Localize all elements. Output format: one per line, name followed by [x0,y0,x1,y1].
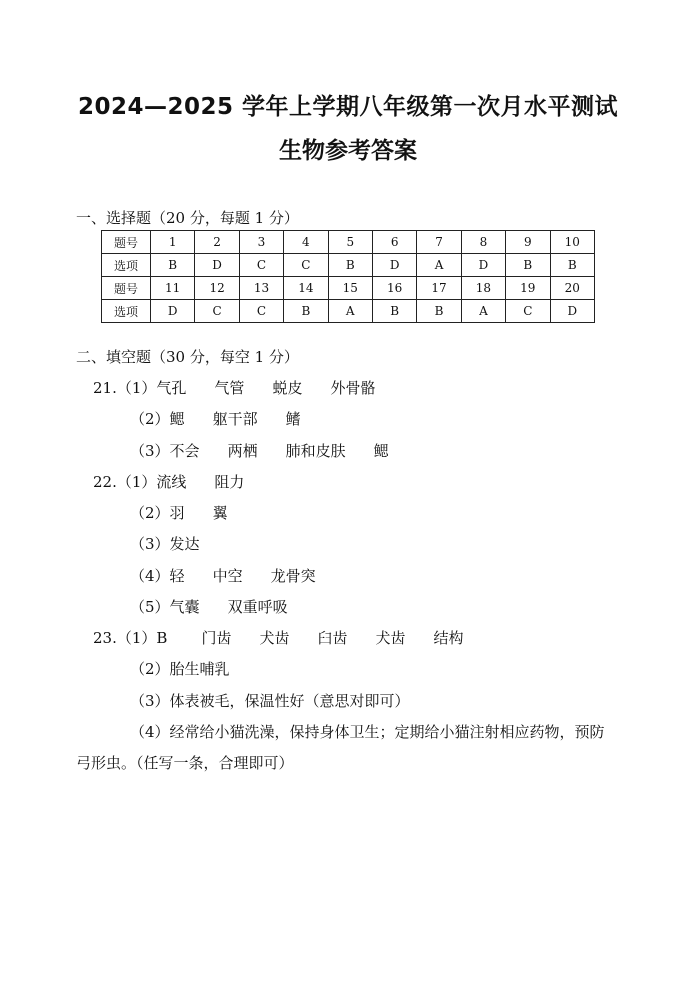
table-cell: 19 [506,277,550,300]
answer-number: （3） [130,692,170,710]
answer-item: 气孔 [156,379,187,397]
title-line-1: 2024—2025 学年上学期八年级第一次月水平测试 [77,94,619,120]
table-cell: B [284,300,328,323]
table-row [102,300,595,323]
answer-line-22-1 [93,471,244,492]
answer-line-22-5 [130,596,288,617]
answer-line-21-1 [93,377,375,398]
table-cell: 17 [417,277,461,300]
table-cell: 1 [151,231,195,254]
table-cell: 16 [372,277,416,300]
title-line-2: 生物参考答案 [279,138,417,164]
answer-item: 臼齿 [317,629,348,647]
table-cell: 15 [328,277,372,300]
table-cell: D [550,300,594,323]
table-cell: 2 [195,231,239,254]
answer-item: 门齿 [201,629,232,647]
answer-item: 躯干部 [212,410,258,428]
answer-line-23-4-cont: 弓形虫。（任写一条，合理即可） [76,754,294,772]
answer-text: 体表被毛，保温性好（意思对即可） [169,692,410,710]
answer-item: 羽 [169,504,185,522]
table-cell: A [328,300,372,323]
answer-item: 发达 [169,535,200,553]
row-label: 选项 [102,300,151,323]
answer-number: （2） [130,660,170,678]
answer-line-22-2 [130,502,228,523]
answer-text: 胎生哺乳 [169,660,230,678]
answer-line-21-2 [130,408,301,429]
table-cell: A [417,254,461,277]
table-cell: B [506,254,550,277]
table-row [102,277,595,300]
table-cell: B [328,254,372,277]
table-cell: 3 [239,231,283,254]
answer-number: （3） [130,535,170,553]
table-cell: 20 [550,277,594,300]
answer-item: 犬齿 [375,629,406,647]
answer-line-23-2 [130,658,230,679]
table-cell: D [461,254,505,277]
table-cell: 12 [195,277,239,300]
answer-table [101,230,595,323]
table-cell: D [372,254,416,277]
table-cell: 11 [151,277,195,300]
table-cell: C [195,300,239,323]
answer-item: 阻力 [214,473,245,491]
answer-item: 不会 [169,442,200,460]
table-cell: C [506,300,550,323]
answer-line-23-3 [130,690,410,711]
row-label: 题号 [102,231,151,254]
answer-line-23-1 [93,627,464,648]
answer-item: 鳃 [373,442,389,460]
table-cell: 18 [461,277,505,300]
answer-line-23-4: （4）经常给小猫洗澡，保持身体卫生；定期给小猫注射相应药物，预防 [130,723,605,741]
answer-line-22-3 [130,533,200,554]
answer-number: 21.（1） [93,379,157,397]
section-2-heading: 二、填空题（30 分，每空 1 分） [76,348,299,366]
answer-item: 流线 [156,473,187,491]
answer-item: 结构 [433,629,464,647]
table-cell: 13 [239,277,283,300]
answer-item: 翼 [212,504,228,522]
table-cell: 6 [372,231,416,254]
answer-item: 气管 [214,379,245,397]
answer-item: 外骨骼 [330,379,376,397]
answer-number: 22.（1） [93,473,157,491]
row-label: 选项 [102,254,151,277]
answer-item: 犬齿 [259,629,290,647]
table-cell: A [461,300,505,323]
section-1-heading: 一、选择题（20 分，每题 1 分） [76,209,299,227]
table-cell: B [550,254,594,277]
answer-line-22-4 [130,565,316,586]
table-row [102,231,595,254]
answer-item: 龙骨突 [270,567,316,585]
answer-line-21-3 [130,440,389,461]
table-cell: 5 [328,231,372,254]
answer-item: 鳍 [285,410,301,428]
answer-item: B [156,629,168,647]
table-cell: 9 [506,231,550,254]
answer-number: 23.（1） [93,629,157,647]
answer-number: （3） [130,442,170,460]
answer-item: 双重呼吸 [227,598,288,616]
table-cell: 8 [461,231,505,254]
answer-number: （2） [130,504,170,522]
row-label: 题号 [102,277,151,300]
table-cell: 7 [417,231,461,254]
table-cell: D [151,300,195,323]
table-cell: 10 [550,231,594,254]
table-cell: D [195,254,239,277]
answer-item: 两栖 [227,442,258,460]
table-cell: 14 [284,277,328,300]
answer-item: 鳃 [169,410,185,428]
answer-item: 轻 [169,567,185,585]
table-cell: B [372,300,416,323]
answer-item: 气囊 [169,598,200,616]
table-cell: C [284,254,328,277]
table-cell: B [151,254,195,277]
answer-item: 中空 [212,567,243,585]
table-cell: B [417,300,461,323]
answer-number: （2） [130,410,170,428]
table-cell: C [239,254,283,277]
table-cell: C [239,300,283,323]
answer-item: 肺和皮肤 [285,442,346,460]
answer-number: （5） [130,598,170,616]
answer-number: （4） [130,567,170,585]
table-cell: 4 [284,231,328,254]
table-row [102,254,595,277]
answer-item: 蜕皮 [272,379,303,397]
